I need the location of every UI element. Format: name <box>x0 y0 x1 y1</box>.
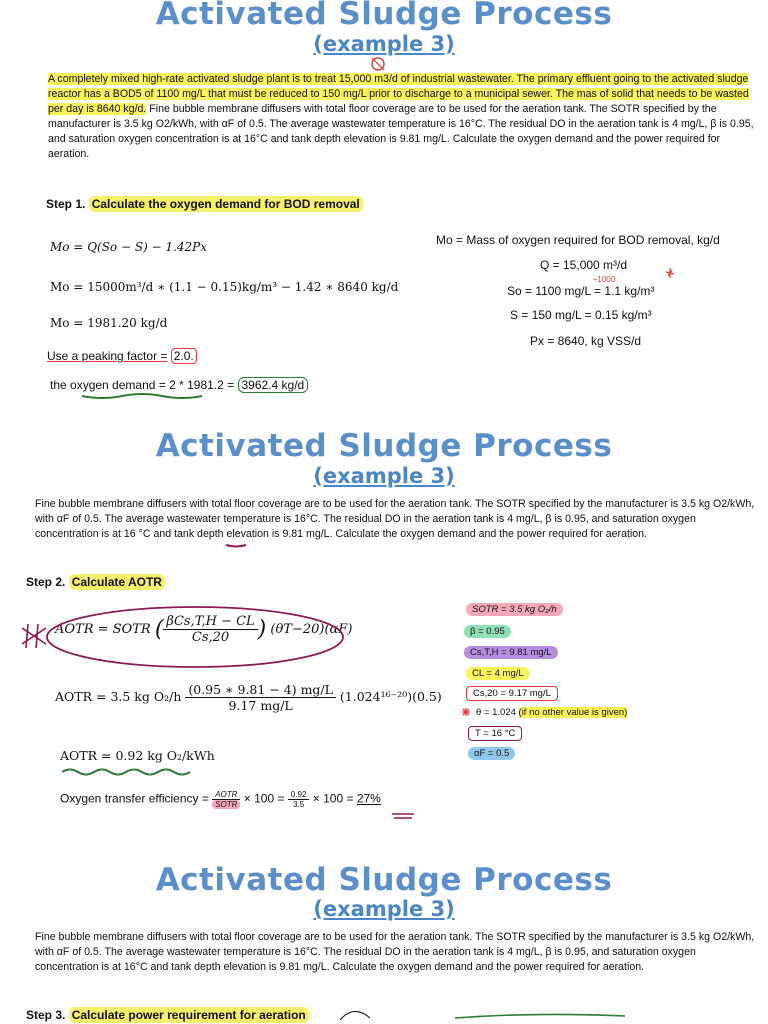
param-cs20: Cs,20 = 9.17 mg/L <box>466 686 558 701</box>
efficiency-label: Oxygen transfer efficiency = <box>60 791 209 806</box>
efficiency-times-2: × 100 = <box>312 791 354 806</box>
def-q: Q = 15,000 m³/d <box>540 258 628 272</box>
eq-aotr-result: AOTR = 0.92 kg O₂/kWh <box>60 748 215 763</box>
slide2-step-heading <box>26 575 165 589</box>
efficiency-numerator-value: 0.92 <box>288 790 310 800</box>
green-wave-underline <box>62 770 190 775</box>
peaking-factor-value: 2.0. <box>171 348 197 364</box>
step-number: Step 2. <box>26 575 66 589</box>
red-zero-mark <box>372 58 384 70</box>
oxygen-transfer-efficiency <box>60 790 381 809</box>
aotr-calc-lhs: AOTR = 3.5 kg O₂/h <box>55 689 182 704</box>
eq-oxygen-mass-formula: Mo = Q(So − S) − 1.42Px <box>50 240 207 254</box>
eq-oxygen-mass-result: Mo = 1981.20 kg/d <box>50 316 168 330</box>
oxygen-demand-value: 3962.4 kg/d <box>238 377 309 393</box>
slide2-title: Activated Sludge Process <box>155 428 613 464</box>
red-star-theta <box>462 708 470 716</box>
slide1-problem-text <box>48 72 760 162</box>
oxygen-demand-label: the oxygen demand = 2 * 1981.2 = <box>50 378 235 392</box>
step-text: Calculate power requirement for aeration <box>69 1007 309 1023</box>
slide2-problem-text: Fine bubble membrane diffusers with total floor coverage are to be used for the aeration tank. The SOTR specified by the manufacturer is 3.5 kg O2/kWh, with αF of 0.5. The average wastewater temperature is 16°C. The residual DO in the aeration tank is 4 mg/L, β is 0.95, and saturation oxygen concentration is at 16 °C and tank depth elevation is 9.81 mg/L. Calculate the oxygen demand and the power required for aeration. <box>35 498 755 540</box>
peaking-factor-line <box>47 349 197 363</box>
sketch-green-line <box>455 1014 625 1018</box>
step-text: Calculate AOTR <box>69 574 165 590</box>
step-number: Step 3. <box>26 1008 66 1022</box>
sketch-curve <box>340 1011 370 1020</box>
slide1-problem-rest: Fine bubble membrane diffusers with total floor coverage are to be used for the aeration tank. The SOTR specified by the manufacturer is 3.5 kg O2/kWh, with αF of 0.5. The average wastewater temperature is 16°C. The residual DO in the aeration tank is 4 mg/L, β is 0.95, and saturation oxygen concentration is at 16°C and tank depth elevation is 9.81 mg/L. Calculate the oxygen demand and the power required for aeration. <box>48 103 754 160</box>
param-theta: θ = 1.024 <box>476 707 516 718</box>
slide1-step-heading <box>46 197 363 211</box>
efficiency-denominator-value: 3.5 <box>293 800 305 809</box>
slide1-title: Activated Sludge Process <box>155 0 613 32</box>
step-text: Calculate the oxygen demand for BOD removal <box>89 196 363 212</box>
efficiency-value: 27% <box>356 791 381 806</box>
param-temperature: T = 16 °C <box>468 726 522 741</box>
param-alpha-f: αF = 0.5 <box>468 747 515 760</box>
aotr-numerator: βCs,T,H − CL <box>163 614 257 630</box>
aotr-calc-denominator: 9.17 mg/L <box>228 698 293 713</box>
green-underline <box>82 394 202 398</box>
param-cl: CL = 4 mg/L <box>466 667 530 680</box>
purple-underline-16 <box>226 545 246 547</box>
slide2-subtitle: (example 3) <box>313 464 455 488</box>
efficiency-times: × 100 = <box>243 791 285 806</box>
slide3-subtitle: (example 3) <box>313 897 455 921</box>
def-s: S = 150 mg/L = 0.15 kg/m³ <box>510 308 652 322</box>
efficiency-denominator: SOTR <box>212 800 240 809</box>
eq-aotr-formula: AOTR = SOTR ( $\frac{\text{βCs,T,H − CL}}{Cs,20}$ ) (θT−20)(αF) <box>55 614 353 645</box>
aotr-lhs: AOTR = SOTR <box>55 622 151 637</box>
aotr-tail: (θT−20)(αF) <box>270 622 353 637</box>
param-cs-th: Cs,T,H = 9.81 mg/L <box>464 646 558 659</box>
handwritten-divide-note: ÷1000 <box>593 275 616 284</box>
param-sotr: SOTR = 3.5 kg O₂/h <box>466 603 563 616</box>
slide3-title: Activated Sludge Process <box>155 862 613 898</box>
purple-double-underline <box>392 814 414 818</box>
slide1-problem-highlighted: A completely mixed high-rate activated sludge plant is to treat 15,000 m3/d of industrial wastewater. The primary effluent going to the activated sludge reactor has a BOD5 of 1100 mg/L that must be reduced to 150 mg/L prior to discharge to a municipal sewer. The mas of solid that needs to be wasted per day is 8640 kg/d. <box>48 73 749 115</box>
slide3-step-heading <box>26 1008 309 1022</box>
aotr-calc-numerator: (0.95 ∗ 9.81 − 4) mg/L <box>185 682 336 698</box>
eq-aotr-substitution <box>55 682 442 713</box>
aotr-denominator: Cs,20 <box>191 630 230 645</box>
param-theta-note: (if no other value is given) <box>518 707 628 718</box>
def-mo: Mo = Mass of oxygen required for BOD removal, kg/d <box>436 233 720 247</box>
efficiency-numerator: AOTR <box>212 790 240 800</box>
slide1-subtitle: (example 3) <box>313 32 455 56</box>
param-beta: β = 0.95 <box>464 625 511 638</box>
param-theta-line <box>470 706 633 719</box>
oxygen-demand-line <box>50 378 308 392</box>
step-number: Step 1. <box>46 197 86 211</box>
eq-oxygen-mass-substitution: Mo = 15000m³/d ∗ (1.1 − 0.15)kg/m³ − 1.42 ∗ 8640 kg/d <box>50 280 399 294</box>
def-px: Px = 8640, kg VSS/d <box>530 334 642 348</box>
purple-hash-mark <box>22 624 46 648</box>
peaking-factor-label: Use a peaking factor = <box>47 349 168 363</box>
red-star-mark <box>666 268 674 278</box>
def-so: So = 1100 mg/L = 1.1 kg/m³ <box>507 284 655 298</box>
aotr-calc-tail: (1.024¹⁶⁻²⁰)(0.5) <box>339 689 442 704</box>
slide3-problem-text: Fine bubble membrane diffusers with total floor coverage are to be used for the aeration tank. The SOTR specified by the manufacturer is 3.5 kg O2/kWh, with αF of 0.5. The average wastewater temperature is 16°C. The residual DO in the aeration tank is 4 mg/L, β is 0.95, and saturation oxygen concentration is at 16°C and tank depth elevation is 9.81 mg/L. Calculate the oxygen demand and the power required for aeration. <box>35 931 755 973</box>
